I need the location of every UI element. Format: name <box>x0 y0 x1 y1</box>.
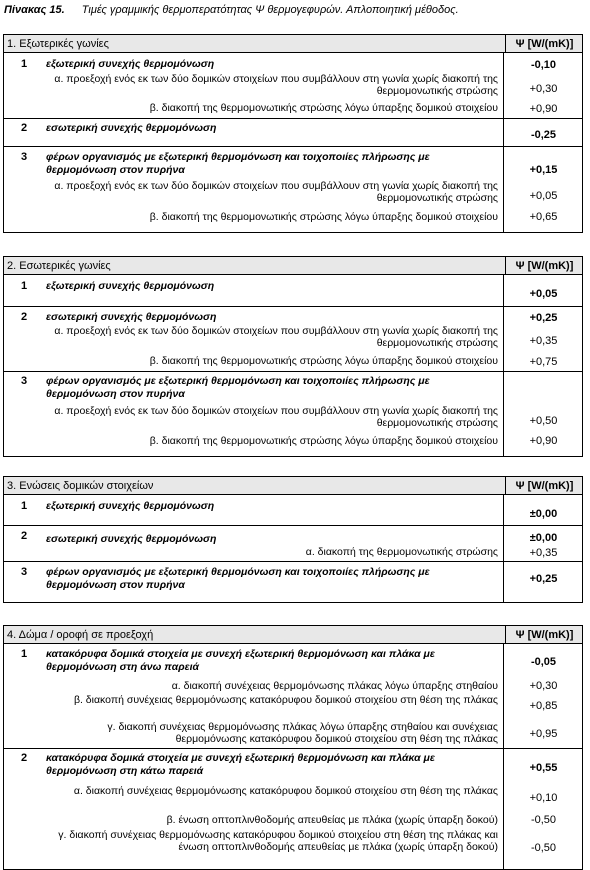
row-main-text: φέρων οργανισμός με εξωτερική θερμομόνωση και τοιχοποιίες πλήρωσης με θερμομόνωση στον πυρήνα <box>46 151 430 176</box>
row-main-value: +0,05 <box>529 288 558 300</box>
row-divider <box>4 748 582 749</box>
row-sub-value: -0,50 <box>530 814 557 826</box>
unit-header: Ψ [W/(mK)] <box>505 257 583 274</box>
row-main-value: -0,10 <box>530 59 557 71</box>
row-sub-value: +0,85 <box>529 700 558 712</box>
row-sub-text: α. προεξοχή ενός εκ των δύο δομικών στοιχείων που συμβάλλουν στη γωνία χωρίς διακοπή της θερμομονωτικής στρώσης <box>54 73 498 97</box>
row-main-text: φέρων οργανισμός με εξωτερική θερμομόνωση και τοιχοποιίες πλήρωσης με θερμομόνωση στον πυρήνα <box>46 375 430 400</box>
row-sub-value: +0,30 <box>529 680 558 692</box>
column-divider <box>503 275 504 456</box>
row-main-value: +0,55 <box>529 762 558 774</box>
row-sub-text: α. προεξοχή ενός εκ των δύο δομικών στοιχείων που συμβάλλουν στη γωνία χωρίς διακοπή της θερμομονωτικής στρώσης <box>54 180 498 204</box>
column-divider <box>503 495 504 602</box>
row-number: 2 <box>20 122 28 134</box>
row-sub-value: +0,30 <box>529 83 558 95</box>
row-divider <box>4 525 582 526</box>
row-sub-value: +0,10 <box>529 792 558 804</box>
row-sub-text: β. ένωση οπτοπλινθοδομής απευθείας με πλάκα (χωρίς ύπαρξη δοκού) <box>166 814 498 826</box>
row-sub-text: α. προεξοχή ενός εκ των δύο δομικών στοιχείων που συμβάλλουν στη γωνία χωρίς διακοπή της θερμομονωτικής στρώσης <box>54 405 498 429</box>
row-main-text: φέρων οργανισμός με εξωτερική θερμομόνωση και τοιχοποιίες πλήρωσης με θερμομόνωση στον πυρήνα <box>46 566 430 591</box>
row-main-value: ±0,00 <box>529 508 558 520</box>
section-title: 1. Εξωτερικές γωνίες <box>7 38 109 50</box>
row-sub-value: +0,35 <box>529 547 558 559</box>
row-number: 3 <box>20 375 28 387</box>
row-main-text: εξωτερική συνεχής θερμομόνωση <box>46 58 215 70</box>
row-sub-text: β. διακοπή της θερμομονωτικής στρώσης λόγω ύπαρξης δομικού στοιχείου <box>149 211 498 223</box>
section-header <box>4 626 582 644</box>
row-sub-text: β. διακοπή της θερμομονωτικής στρώσης λόγω ύπαρξης δομικού στοιχείου <box>149 355 498 367</box>
row-main-value: +0,25 <box>529 573 558 585</box>
row-number: 3 <box>20 151 28 163</box>
row-sub-text: α. διακοπή συνέχειας θερμομόνωσης πλάκας λόγω ύπαρξης στηθαίου <box>171 680 498 692</box>
section-external-corners <box>3 34 583 233</box>
row-main-value: ±0,00 <box>529 532 558 544</box>
row-number: 2 <box>20 752 28 764</box>
section-header <box>4 35 582 53</box>
section-roof-overhang <box>3 625 583 870</box>
row-sub-value: +0,95 <box>529 728 558 740</box>
row-sub-value: +0,35 <box>529 335 558 347</box>
section-title: 3. Ενώσεις δομικών στοιχείων <box>7 480 154 492</box>
section-body <box>4 275 582 456</box>
table-caption <box>4 4 459 16</box>
row-sub-value: +0,50 <box>529 415 558 427</box>
row-number: 1 <box>20 58 28 70</box>
row-number: 1 <box>20 648 28 660</box>
row-main-value: -0,25 <box>530 129 557 141</box>
row-sub-text: β. διακοπή της θερμομονωτικής στρώσης λόγω ύπαρξης δομικού στοιχείου <box>149 102 498 114</box>
row-sub-text: α. διακοπή της θερμομονωτικής στρώσης <box>305 546 498 558</box>
row-sub-value: +0,75 <box>529 356 558 368</box>
row-main-value: -0,05 <box>530 656 557 668</box>
row-sub-value: +0,05 <box>529 190 558 202</box>
row-main-text: εξωτερική συνεχής θερμομόνωση <box>46 280 215 292</box>
row-main-text: κατακόρυφα δομικά στοιχεία με συνεχή εξωτερική θερμομόνωση και πλάκα με θερμομόνωση στη κάτω παρειά <box>46 752 435 777</box>
row-sub-text: γ. διακοπή συνέχειας θερμομόνωσης κατακόρυφου δομικού στοιχείου στη θέση της πλάκας και ένωση οπτοπλινθοδομής απευθείας με πλάκα (χωρίς ύπαρξη δοκού) <box>58 829 498 853</box>
row-main-value: +0,25 <box>529 312 558 324</box>
row-divider <box>4 371 582 372</box>
section-internal-corners <box>3 256 583 457</box>
row-main-value: +0,15 <box>529 164 558 176</box>
row-sub-text: β. διακοπή της θερμομονωτικής στρώσης λόγω ύπαρξης δομικού στοιχείου <box>149 435 498 447</box>
row-sub-value: +0,90 <box>529 435 558 447</box>
unit-header: Ψ [W/(mK)] <box>505 35 583 52</box>
row-divider <box>4 561 582 562</box>
column-divider <box>503 53 504 232</box>
column-divider <box>503 644 504 869</box>
row-main-text: εσωτερική συνεχής θερμομόνωση <box>46 122 217 134</box>
unit-header: Ψ [W/(mK)] <box>505 477 583 494</box>
row-number: 2 <box>20 530 28 542</box>
section-title: 4. Δώμα / οροφή σε προεξοχή <box>7 629 154 641</box>
row-main-text: εξωτερική συνεχής θερμομόνωση <box>46 500 215 512</box>
row-number: 1 <box>20 280 28 292</box>
section-title: 2. Εσωτερικές γωνίες <box>7 260 111 272</box>
row-sub-value: +0,90 <box>529 103 558 115</box>
section-body <box>4 53 582 232</box>
row-sub-text: β. διακοπή συνέχειας θερμομόνωσης κατακόρυφου δομικού στοιχείου στη θέση της πλάκας <box>73 694 498 706</box>
row-number: 1 <box>20 500 28 512</box>
row-sub-text: α. προεξοχή ενός εκ των δύο δομικών στοιχείων που συμβάλλουν στη γωνία χωρίς διακοπή της θερμομονωτικής στρώσης <box>54 325 498 349</box>
row-divider <box>4 146 582 147</box>
row-number: 3 <box>20 566 28 578</box>
row-main-text: εσωτερική συνεχής θερμομόνωση <box>46 311 217 323</box>
row-sub-value: -0,50 <box>530 842 557 854</box>
unit-header: Ψ [W/(mK)] <box>505 626 583 643</box>
section-header <box>4 477 582 495</box>
section-body <box>4 495 582 602</box>
row-sub-text: γ. διακοπή συνέχειας θερμομόνωσης πλάκας λόγω ύπαρξης στηθαίου και συνέχειας θερμομόνωσης κατακόρυφου δομικού στοιχείου στη θέση της πλάκας <box>107 721 498 745</box>
section-element-joints <box>3 476 583 603</box>
row-number: 2 <box>20 311 28 323</box>
row-divider <box>4 306 582 307</box>
row-main-text: κατακόρυφα δομικά στοιχεία με συνεχή εξωτερική θερμομόνωση και πλάκα με θερμομόνωση στη άνω παρειά <box>46 648 435 673</box>
row-sub-value: +0,65 <box>529 211 558 223</box>
caption-label: Πίνακας 15. <box>4 4 65 16</box>
section-header <box>4 257 582 275</box>
row-main-text: εσωτερική συνεχής θερμομόνωση <box>46 533 217 545</box>
row-divider <box>4 118 582 119</box>
section-body <box>4 644 582 869</box>
row-sub-text: α. διακοπή συνέχειας θερμομόνωσης κατακόρυφου δομικού στοιχείου στη θέση της πλάκας <box>73 785 498 797</box>
caption-text: Τιμές γραμμικής θερμοπερατότητας Ψ θερμογεφυρών. Απλοποιητική μέθοδος. <box>81 4 459 16</box>
